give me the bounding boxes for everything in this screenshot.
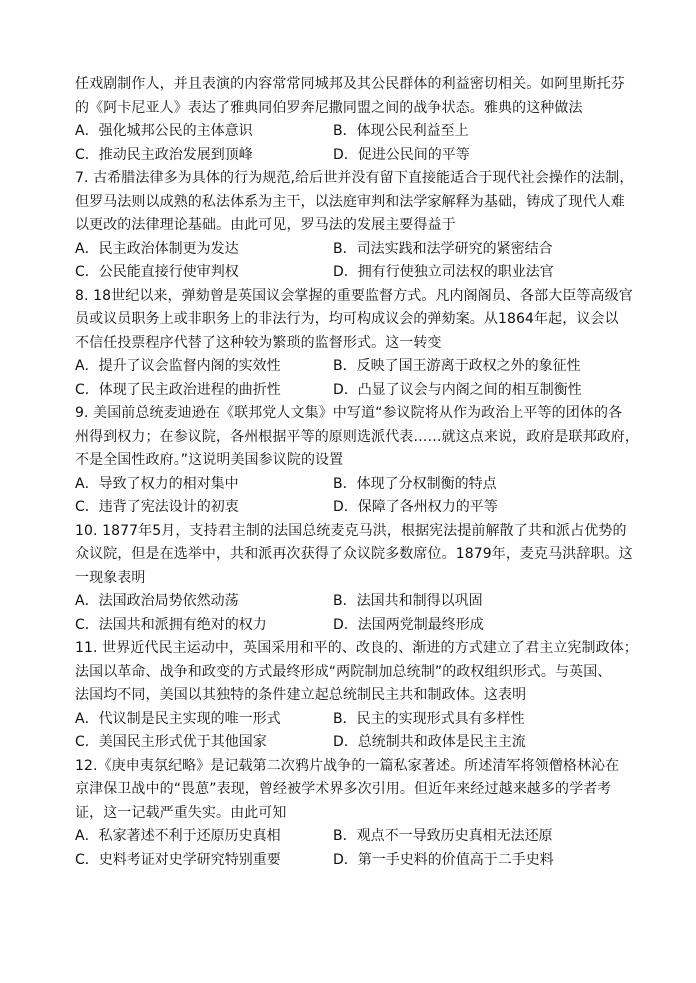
option-row xyxy=(75,614,635,638)
option-row xyxy=(75,731,635,755)
option-b: B．司法实践和法学研究的紧密结合 xyxy=(333,240,553,257)
question-text-line: 任戏剧制作人，并且表演的内容常常同城邦及其公民群体的利益密切相关。如阿里斯托芬 xyxy=(75,76,625,92)
question-7 xyxy=(75,167,635,285)
question-text-line: 的《阿卡尼亚人》表达了雅典同伯罗奔尼撒同盟之间的战争状态。雅典的这种做法 xyxy=(75,99,583,116)
option-a: A．导致了权力的相对集中 xyxy=(75,475,239,492)
option-b: B．体现了分权制衡的特点 xyxy=(333,475,497,492)
question-text-line: 一现象表明 xyxy=(75,569,146,586)
option-c: C．推动民主政治发展到顶峰 xyxy=(75,146,253,163)
option-a: A．法国政治局势依然动荡 xyxy=(75,593,239,609)
option-a: A．民主政治体制更为发达 xyxy=(75,240,239,257)
option-c: C．法国共和派拥有绝对的权力 xyxy=(75,616,267,633)
question-text-line: 12.《庚申夷氛纪略》是记载第二次鸦片战争的一篇私家著述。所述清军将领僧格林沁在 xyxy=(75,757,620,774)
option-a: A．提升了议会监督内阁的实效性 xyxy=(75,358,281,374)
question-text-line: 以更改的法律理论基础。由此可见，罗马法的发展主要得益于 xyxy=(75,217,456,233)
question-8 xyxy=(75,285,635,403)
option-row xyxy=(75,708,635,732)
question-11 xyxy=(75,637,638,755)
option-b: B．法国共和制得以巩固 xyxy=(333,593,483,609)
question-10 xyxy=(75,520,635,638)
option-row xyxy=(75,473,635,497)
option-d: D．凸显了议会与内阁之间的相互制衡性 xyxy=(333,381,582,398)
option-d: D．法国两党制最终形成 xyxy=(333,616,484,633)
question-text-line: 员或议员职务上或非职务上的非法行为，均可构成议会的弹劾案。从1864年起，议会以 xyxy=(75,311,619,327)
question-text-line: 11. 世界近代民主运动中，英国采用和平的、改良的、渐进的方式建立了君主立宪制政体； xyxy=(75,640,638,656)
option-d: D．保障了各州权力的平等 xyxy=(333,499,498,515)
option-row xyxy=(75,590,635,614)
question-text-line: 但罗马法则以成熟的私法体系为主干，以法庭审判和法学家解释为基础，铸成了现代人难 xyxy=(75,193,625,210)
option-c: C．公民能直接行使审判权 xyxy=(75,264,239,280)
option-row xyxy=(75,849,635,873)
question-text-line: 京津保卫战中的“畏葸”表现，曾经被学术界多次引用。但近年来经过越来越多的学者考 xyxy=(75,781,612,797)
question-12 xyxy=(75,755,635,873)
question-6 xyxy=(75,73,635,167)
option-c: C．体现了民主政治进程的曲折性 xyxy=(75,381,281,398)
option-c: C．违背了宪法设计的初衷 xyxy=(75,499,239,515)
question-text-line: 9. 美国前总统麦迪逊在《联邦党人文集》中写道“参议院将从作为政治上平等的团体的各 xyxy=(75,405,623,421)
option-row xyxy=(75,496,635,520)
option-a: A．强化城邦公民的主体意识 xyxy=(75,123,253,139)
option-d: D．总统制共和政体是民主主流 xyxy=(333,734,526,750)
question-text-line: 证，这一记载严重失实。由此可知 xyxy=(75,804,287,821)
option-c: C．美国民主形式优于其他国家 xyxy=(75,734,267,750)
question-text-line: 8. 18世纪以来，弹劾曾是英国议会掌握的重要监督方式。凡内阁阁员、各部大臣等高级官 xyxy=(75,287,633,304)
question-text-line: 州得到权力；在参议院，各州根据平等的原则选派代表……就这点来说，政府是联邦政府， xyxy=(75,428,639,445)
question-text-line: 法国均不同，美国以其独特的条件建立起总统制民主共和制政体。这表明 xyxy=(75,687,527,703)
option-d: D．拥有行使独立司法权的职业法官 xyxy=(333,264,554,280)
option-a: A．代议制是民主实现的唯一形式 xyxy=(75,710,281,727)
option-row xyxy=(75,379,635,403)
option-a: A．私家著述不利于还原历史真相 xyxy=(75,828,281,844)
option-d: D．第一手史料的价值高于二手史料 xyxy=(333,851,554,868)
question-list xyxy=(75,73,639,872)
option-row xyxy=(75,825,635,849)
option-row xyxy=(75,261,635,285)
question-9 xyxy=(75,402,639,520)
option-d: D．促进公民间的平等 xyxy=(333,146,470,163)
option-b: B．体现公民利益至上 xyxy=(333,123,469,139)
question-text-line: 7. 古希腊法律多为具体的行为规范,给后世并没有留下直接能适合于现代社会操作的法制， xyxy=(75,170,634,186)
option-c: C．史料考证对史学研究特别重要 xyxy=(75,851,281,868)
option-row xyxy=(75,144,635,168)
option-row xyxy=(75,238,635,262)
question-text-line: 10. 1877年5月，支持君主制的法国总统麦克马洪，根据宪法提前解散了共和派占优势的 xyxy=(75,522,627,539)
option-b: B．反映了国王游离于政权之外的象征性 xyxy=(333,358,581,374)
question-text-line: 众议院，但是在选举中，共和派再次获得了众议院多数席位。1879年，麦克马洪辞职。这 xyxy=(75,546,633,562)
option-row xyxy=(75,355,635,379)
option-b: B．观点不一导致历史真相无法还原 xyxy=(333,828,553,844)
option-row xyxy=(75,120,635,144)
question-text-line: 法国以革命、战争和政变的方式最终形成“两院制加总统制”的政权组织形式。与英国、 xyxy=(75,663,612,680)
question-text-line: 不是全国性政府。”这说明美国参议院的设置 xyxy=(75,452,344,468)
question-text-line: 不信任投票程序代替了这种较为繁琐的监督形式。这一转变 xyxy=(75,334,442,351)
option-b: B．民主的实现形式具有多样性 xyxy=(333,710,525,727)
